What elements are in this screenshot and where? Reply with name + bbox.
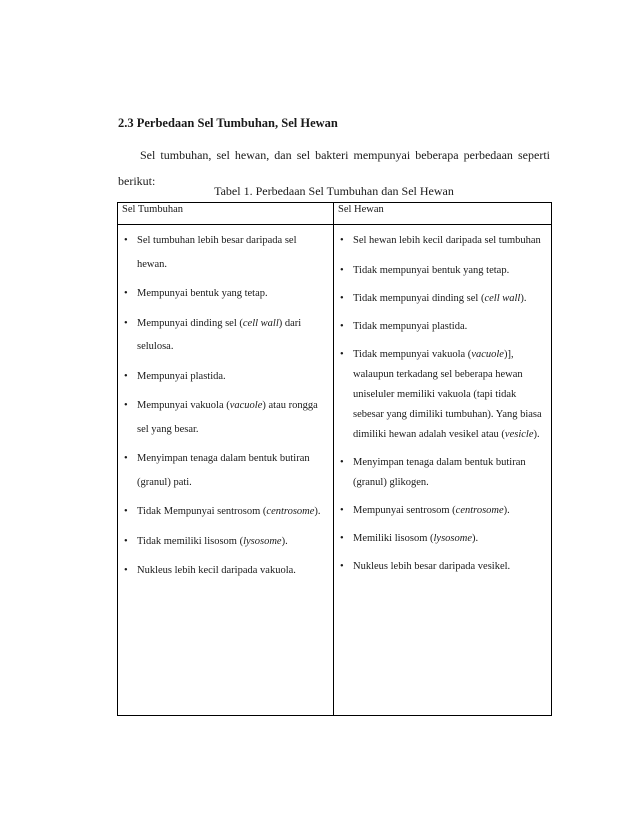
table-body-row [118,225,552,716]
plant-cell-column [118,225,334,716]
table-header-row [118,203,552,225]
header-plant-cell: Sel Tumbuhan [118,203,334,225]
list-item: • Mempunyai dinding sel (cell wall) dari selulosa. [121,312,329,359]
animal-cell-list [337,229,547,577]
list-item: • Menyimpan tenaga dalam bentuk butiran (granul) pati. [121,447,329,494]
section-heading: 2.3 Perbedaan Sel Tumbuhan, Sel Hewan [118,116,338,130]
list-item: • Mempunyai vakuola (vacuole) atau rongga sel yang besar. [121,394,329,441]
list-item: • Sel hewan lebih kecil daripada sel tumbuhan [337,229,547,253]
list-item: • Menyimpan tenaga dalam bentuk butiran (granul) glikogen. [337,453,547,493]
list-item: • Tidak mempunyai bentuk yang tetap. [337,261,547,281]
intro-paragraph: Sel tumbuhan, sel hewan, dan sel bakteri mempunyai beberapa perbedaan seperti berikut: [118,148,550,188]
list-item: • Memiliki lisosom (lysosome). [337,529,547,549]
list-item: • Mempunyai bentuk yang tetap. [121,282,329,306]
list-item: • Tidak mempunyai dinding sel (cell wall). [337,289,547,309]
list-item: • Nukleus lebih besar daripada vesikel. [337,557,547,577]
list-item: • Nukleus lebih kecil daripada vakuola. [121,559,329,583]
plant-cell-list [121,229,329,583]
list-item: • Mempunyai plastida. [121,365,329,389]
list-item: • Mempunyai sentrosom (centrosome). [337,501,547,521]
table-caption: Tabel 1. Perbedaan Sel Tumbuhan dan Sel Hewan [214,184,454,198]
list-item: • Tidak mempunyai plastida. [337,317,547,337]
animal-cell-column [334,225,552,716]
comparison-table [117,202,552,716]
list-item: • Tidak Mempunyai sentrosom (centrosome). [121,500,329,524]
list-item: • Tidak mempunyai vakuola (vacuole)], walaupun terkadang sel beberapa hewan uniseluler memiliki vakuola (tapi tidak sebesar yang dimiliki tumbuhan). Yang biasa dimiliki hewan adalah vesikel atau (vesicle). [337,345,547,445]
list-item: • Sel tumbuhan lebih besar daripada sel hewan. [121,229,329,276]
list-item: • Tidak memiliki lisosom (lysosome). [121,530,329,554]
header-animal-cell: Sel Hewan [334,203,552,225]
